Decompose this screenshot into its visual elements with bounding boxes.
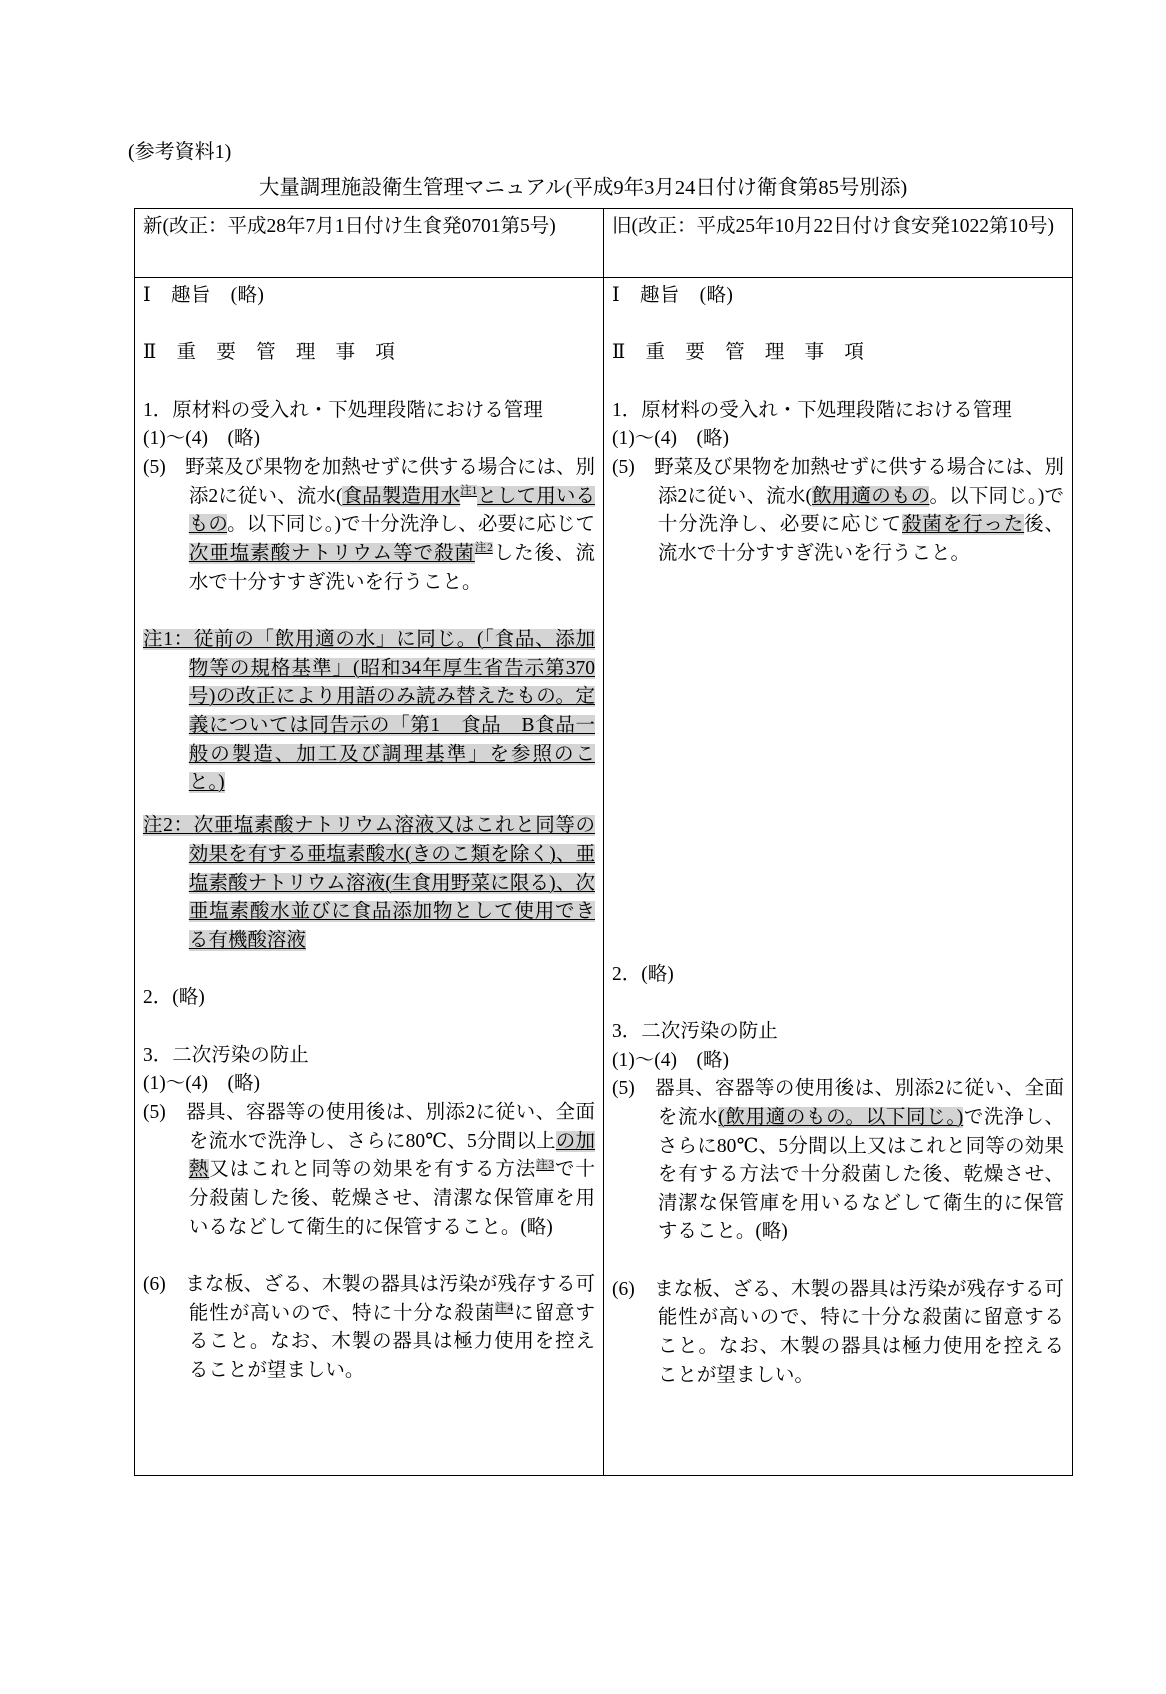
header-old-label: 旧(改正：平成25年10月22日付け食安発1022第10号) <box>612 216 1054 237</box>
table-header-row <box>135 209 1073 278</box>
new-item1-5 <box>143 454 595 597</box>
spacer <box>612 311 1064 340</box>
new-item1-5-revision-a: 食品製造用水 <box>342 485 461 507</box>
new-item1-heading: 1．原材料の受入れ・下処理段階における管理 <box>143 399 543 421</box>
old-item1-omitted: (1)～(4) (略) <box>612 428 729 450</box>
body-cell-old <box>604 278 1073 1476</box>
new-note-1 <box>143 626 595 798</box>
spacer <box>143 597 595 626</box>
new-item3-6-text-b: に留意すること。なお、木製の器具は極力使用を控えることが望ましい。 <box>188 1302 595 1381</box>
new-item1-5-text-a: 野菜及び果物を加熱せずに供する場合には、別添2に従い、流水( <box>165 456 595 507</box>
old-item1-5-text-c: 後、流水で十分すすぎ洗いを行うこと。 <box>657 514 1064 564</box>
new-item3-6-label: (6) <box>143 1273 166 1295</box>
new-section-1-roman: Ⅰ 趣旨 (略) <box>143 285 265 306</box>
new-item1-5-label: (5) <box>143 456 166 478</box>
new-note-2-text: 次亜塩素酸ナトリウム溶液又はこれと同等の効果を有する亜塩素酸水(きのこ類を除く)、亜塩素酸ナトリウム溶液(生食用野菜に限る)、次亜塩素酸水並びに食品添加物として使用できる有機酸溶液 <box>188 815 595 952</box>
old-item3-5-text-a: 器具、容器等の使用後は、別添2に従い、全面を流水 <box>634 1078 1064 1128</box>
new-item3-heading: 3．二次汚染の防止 <box>143 1044 309 1066</box>
table-body-row <box>135 278 1073 1476</box>
new-item1-5-footnote-ref-2: 注2 <box>474 542 493 555</box>
new-item3-5 <box>143 1099 595 1242</box>
old-item1-5-revision-a: 飲用適のもの <box>812 485 930 507</box>
new-item1-omitted: (1)～(4) (略) <box>143 428 260 450</box>
new-item2-heading: 2．(略) <box>143 987 205 1009</box>
new-item3-6 <box>143 1271 595 1386</box>
new-item3-5-text-a: 器具、容器等の使用後は、別添2に従い、全面を流水で洗浄し、さらに80℃、5分間以上 <box>165 1102 595 1152</box>
new-item3-5-text-b: 又はこれと同等の効果を有する方法 <box>209 1159 537 1181</box>
old-item3-5-text-b: で洗浄し、さらに80℃、5分間以上又はこれと同等の効果を有する方法で十分殺菌した後、乾燥させ、清潔な保管庫を用いるなどして衛生的に保管すること。(略) <box>657 1106 1064 1243</box>
old-item3-5-revision-a: (飲用適のもの。以下同じ。) <box>718 1106 964 1128</box>
new-item3-6-text-a: まな板、ざる、木製の器具は汚染が残存する可能性が高いので、特に十分な殺菌 <box>165 1273 595 1324</box>
old-item3-6-label: (6) <box>612 1278 635 1300</box>
new-item3-5-revision-a: の加熱 <box>188 1130 595 1181</box>
old-item2-heading: 2．(略) <box>612 963 674 985</box>
spacer <box>143 311 595 340</box>
old-item1-5-revision-b: 殺菌を行った <box>902 514 1025 536</box>
old-item3-omitted: (1)～(4) (略) <box>612 1049 729 1071</box>
old-column-gap <box>612 569 1064 961</box>
new-note-1-text: 従前の「飲用適の水」に同じ。(「食品、添加物等の規格基準」(昭和34年厚生省告示第370号)の改正により用語のみ読み替えたもの。定義については同告示の「第1 食品 B食品一般の製造、加工及び調理基準」を参照のこと。) <box>188 628 595 794</box>
old-item3-6 <box>612 1276 1064 1391</box>
old-item1-5-label: (5) <box>612 456 635 478</box>
new-note-2 <box>143 812 595 955</box>
header-new-label: 新(改正：平成28年7月1日付け生食発0701第5号) <box>143 216 556 237</box>
spacer <box>143 368 595 397</box>
new-item3-5-label: (5) <box>143 1102 166 1123</box>
header-cell-old <box>604 209 1073 278</box>
new-item1-5-revision-b: 次亜塩素酸ナトリウム等で殺菌 <box>188 542 475 564</box>
old-item1-5-text-a: 野菜及び果物を加熱せずに供する場合には、別添2に従い、流水( <box>634 456 1064 507</box>
old-item3-5-label: (5) <box>612 1078 635 1100</box>
old-item1-heading: 1．原材料の受入れ・下処理段階における管理 <box>612 399 1012 421</box>
new-note-1-label: 注1： <box>143 628 194 650</box>
new-item3-5-footnote-ref-3: 注3 <box>536 1158 555 1171</box>
new-item1-5-text-c: した後、流水で十分すすぎ洗いを行うこと。 <box>188 542 595 593</box>
old-section-1-roman: Ⅰ 趣旨 (略) <box>612 285 734 306</box>
new-item3-omitted: (1)～(4) (略) <box>143 1073 260 1095</box>
spacer <box>612 1247 1064 1276</box>
old-section-2-roman: Ⅱ 重 要 管 理 事 項 <box>612 342 865 364</box>
document-title: 大量調理施設衛生管理マニュアル(平成9年3月24日付け衛食第85号別添) <box>258 177 908 199</box>
new-section-2-roman: Ⅱ 重 要 管 理 事 項 <box>143 342 396 364</box>
document-reference-label: (参考資料1) <box>128 141 232 163</box>
new-item3-6-footnote-ref-4: 注4 <box>495 1302 514 1315</box>
spacer <box>612 989 1064 1018</box>
spacer <box>612 368 1064 397</box>
new-item3-5-text-c: で十分殺菌した後、乾燥させ、清潔な保管庫を用いるなどして衛生的に保管すること。(略) <box>188 1159 595 1238</box>
spacer <box>143 1242 595 1271</box>
new-item1-5-revision-a-cont: として用いるもの <box>188 485 595 536</box>
new-note-2-label: 注2： <box>143 815 194 837</box>
comparison-table <box>134 208 1073 1476</box>
new-item1-5-text-b: 。以下同じ。)で十分洗浄し、必要に応じて <box>227 514 595 536</box>
body-cell-new <box>135 278 604 1476</box>
old-item1-5-text-b: 。以下同じ。)で十分洗浄し、必要に応じて <box>657 485 1064 536</box>
old-item1-5 <box>612 454 1064 569</box>
spacer <box>143 956 595 985</box>
spacer <box>143 798 595 813</box>
header-cell-new <box>135 209 604 278</box>
old-item3-heading: 3．二次汚染の防止 <box>612 1020 778 1042</box>
spacer <box>143 1013 595 1042</box>
old-item3-6-text-a: まな板、ざる、木製の器具は汚染が残存する可能性が高いので、特に十分な殺菌に留意すること。なお、木製の器具は極力使用を控えることが望ましい。 <box>634 1278 1064 1386</box>
old-item3-5 <box>612 1075 1064 1247</box>
new-item1-5-footnote-ref-1: 注1 <box>460 485 478 498</box>
